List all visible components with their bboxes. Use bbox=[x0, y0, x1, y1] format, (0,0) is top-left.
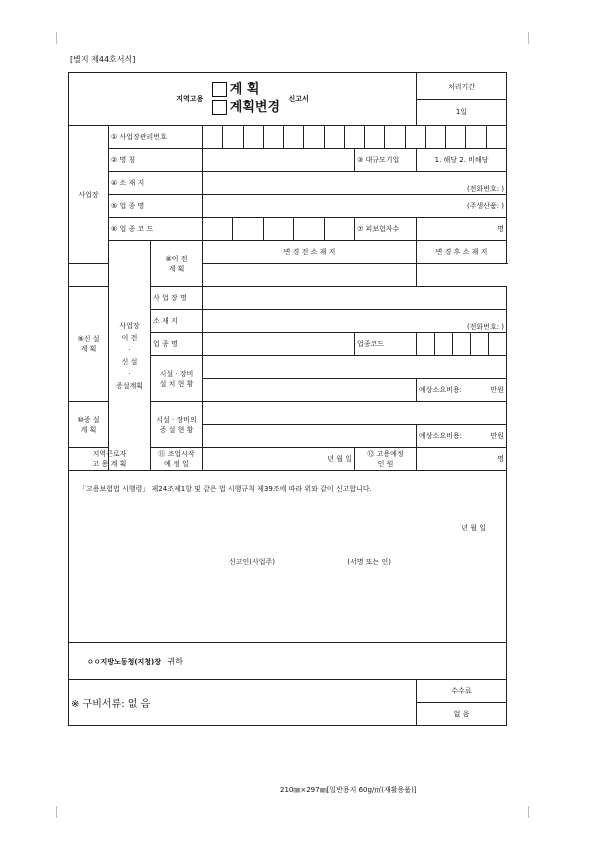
start-date-input[interactable]: 년 월 일 bbox=[203, 448, 355, 471]
insured-count-label: ⑦ 피보험자수 bbox=[355, 218, 417, 241]
name-input[interactable] bbox=[203, 149, 355, 172]
location-label: ④ 소 재 지 bbox=[109, 172, 203, 195]
new-facility-input[interactable] bbox=[203, 356, 507, 379]
crop-mark bbox=[56, 806, 57, 818]
expand-cost[interactable]: 예상소요비용: 만원 bbox=[417, 425, 507, 448]
industry-input[interactable]: (주생산품: ) bbox=[203, 195, 507, 218]
move-after-input[interactable] bbox=[203, 264, 417, 287]
insured-count-input[interactable]: 명 bbox=[417, 218, 507, 241]
regional-label: 지역근로자 고 용 계 획 bbox=[69, 448, 151, 471]
signature-label: (서명 또는 인) bbox=[347, 558, 392, 566]
new-industry-input[interactable] bbox=[203, 333, 355, 356]
expand-plan-label: ⑩증 설 계 획 bbox=[69, 402, 109, 448]
plan-checkbox[interactable]: 계 획 bbox=[212, 82, 260, 97]
mgmt-no-input[interactable] bbox=[203, 126, 507, 149]
declaration-text: 「고용보험법 시행령」 제24조제1항 및 같은 법 시행규칙 제39조에 따라 위와 같이 신고합니다. bbox=[79, 485, 372, 493]
fee-value: 없 음 bbox=[417, 703, 507, 726]
new-location-label: 소 재 지 bbox=[151, 310, 203, 333]
name-label: ② 명 칭 bbox=[109, 149, 203, 172]
new-ws-name-input[interactable] bbox=[203, 287, 507, 310]
paper-note: 210㎜×297㎜[일반용지 60g/㎡(재활용품)] bbox=[280, 786, 417, 794]
industry-code-input[interactable] bbox=[203, 218, 355, 241]
plan-change-checkbox[interactable]: 계획변경 bbox=[212, 100, 280, 115]
new-industry-code-input[interactable] bbox=[417, 333, 507, 356]
form-title bbox=[69, 73, 417, 126]
title-left: 지역고용 bbox=[176, 95, 204, 103]
industry-label: ⑤ 업 종 명 bbox=[109, 195, 203, 218]
title-right: 신고서 bbox=[288, 95, 309, 103]
hire-label: ⑫ 고용예정 인 원 bbox=[355, 448, 417, 471]
declaration bbox=[69, 471, 507, 643]
crop-mark bbox=[528, 806, 529, 818]
new-location-input[interactable]: (전화번호: ) bbox=[203, 310, 507, 333]
hire-input[interactable]: 명 bbox=[417, 448, 507, 471]
new-cost[interactable]: 예상소요비용: 만원 bbox=[417, 379, 507, 402]
move-after-header: 변 경 후 소 재 지 bbox=[417, 241, 507, 264]
new-plan-label: ⑨신 설 계 획 bbox=[69, 287, 109, 402]
new-industry-label: 업 종 명 bbox=[151, 333, 203, 356]
form-reference: [별지 제44호서식] bbox=[70, 55, 136, 64]
section-move: 사업장 이 전 · 신 설 · 증설계획 bbox=[109, 241, 151, 471]
declaration-date: 년 월 일 bbox=[461, 524, 487, 532]
fee-label: 수수료 bbox=[417, 680, 507, 703]
attachments: ※ 구비서류: 없 음 bbox=[69, 680, 417, 726]
expand-blank bbox=[203, 425, 417, 448]
crop-mark bbox=[56, 32, 57, 44]
expand-facility-label: 시설 · 장비의 증 설 현 황 bbox=[151, 402, 203, 448]
expand-facility-input[interactable] bbox=[203, 402, 507, 425]
large-firm-label: ③ 대규모기업 bbox=[355, 149, 417, 172]
mgmt-no-label: ① 사업장관리번호 bbox=[109, 126, 203, 149]
move-before-header: 변 경 전 소 재 지 bbox=[203, 241, 417, 264]
form-table bbox=[68, 72, 507, 726]
addressee: ㅇㅇ지방노동청(지청)장 귀하 bbox=[69, 643, 507, 680]
industry-code-label: ⑥ 업 종 코 드 bbox=[109, 218, 203, 241]
processing-period: 처리기간 1일 bbox=[417, 73, 507, 126]
move-plan-label: ⑧이 전 계 획 bbox=[151, 241, 203, 287]
new-ws-name-label: 사 업 장 명 bbox=[151, 287, 203, 310]
new-facility-label: 시설 · 장비 설 치 현 황 bbox=[151, 356, 203, 402]
location-input[interactable]: (전화번호: ) bbox=[203, 172, 507, 195]
new-industry-code-label: 업종코드 bbox=[355, 333, 417, 356]
applicant-label: 신고인(사업주) bbox=[229, 558, 276, 566]
crop-mark bbox=[528, 32, 529, 44]
start-date-label: ⑪ 조업시작 예 정 일 bbox=[151, 448, 203, 471]
large-firm-options[interactable]: 1. 해당 2. 비해당 bbox=[417, 149, 507, 172]
new-facility-blank bbox=[203, 379, 417, 402]
section-workplace: 사업장 bbox=[69, 126, 109, 264]
form-sheet bbox=[68, 72, 506, 798]
